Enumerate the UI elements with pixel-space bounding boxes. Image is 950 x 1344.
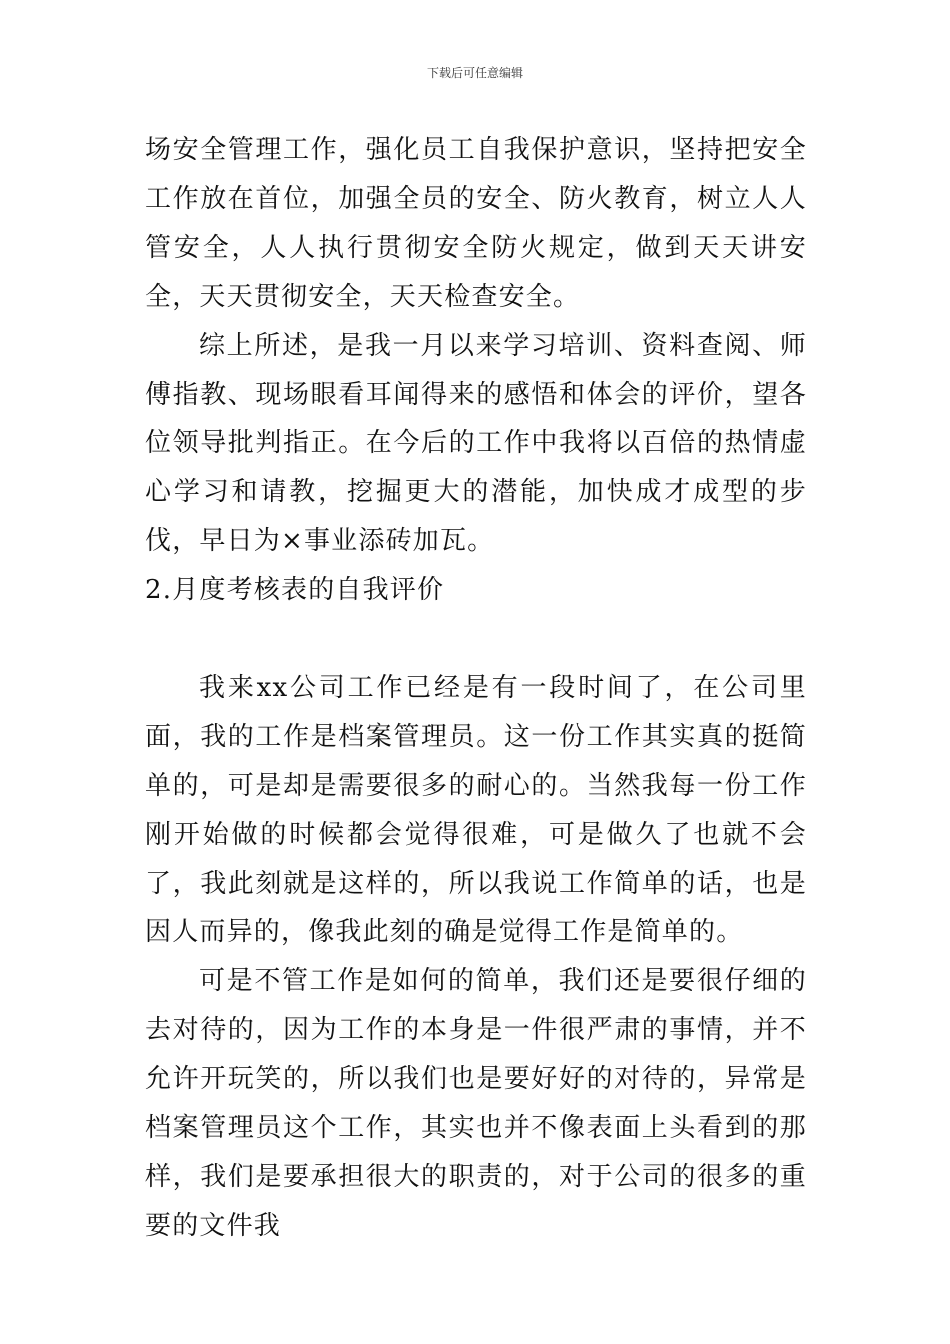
page-header: 下载后可任意编辑 <box>426 66 523 80</box>
blank-line <box>145 615 807 664</box>
paragraph-safety: 场安全管理工作，强化员工自我保护意识，坚持把安全工作放在首位，加强全员的安全、防火教育，树立人人管安全，人人执行贯彻安全防火规定，做到天天讲安全，天天贯彻安全，天天检查安全。 <box>145 135 807 312</box>
paragraph-responsibility: 可是不管工作是如何的简单，我们还是要很仔细的去对待的，因为工作的本身是一件很严肃的事情，并不允许开玩笑的，所以我们也是要好好的对待的，异常是档案管理员这个工作，其实也并不像表面上头看到的那样，我们是要承担很大的职责的，对于公司的很多的重要的文件我 <box>145 966 807 1241</box>
document-body <box>145 126 807 1251</box>
paragraph-intro: 我来xx公司工作已经是有一段时间了，在公司里面，我的工作是档案管理员。这一份工作其实真的挺简单的，可是却是需要很多的耐心的。当然我每一份工作刚开始做的时候都会觉得很难，可是做久了也就不会了，我此刻就是这样的，所以我说工作简单的话，也是因人而异的，像我此刻的确是觉得工作是简单的。 <box>145 672 807 948</box>
paragraph-summary: 综上所述，是我一月以来学习培训、资料查阅、师傅指教、现场眼看耳闻得来的感悟和体会的评价，望各位领导批判指正。在今后的工作中我将以百倍的热情虚心学习和请教，挖掘更大的潜能，加快成才成型的步伐，早日为×事业添砖加瓦。 <box>145 330 807 557</box>
section-heading: 2.月度考核表的自我评价 <box>145 575 445 606</box>
